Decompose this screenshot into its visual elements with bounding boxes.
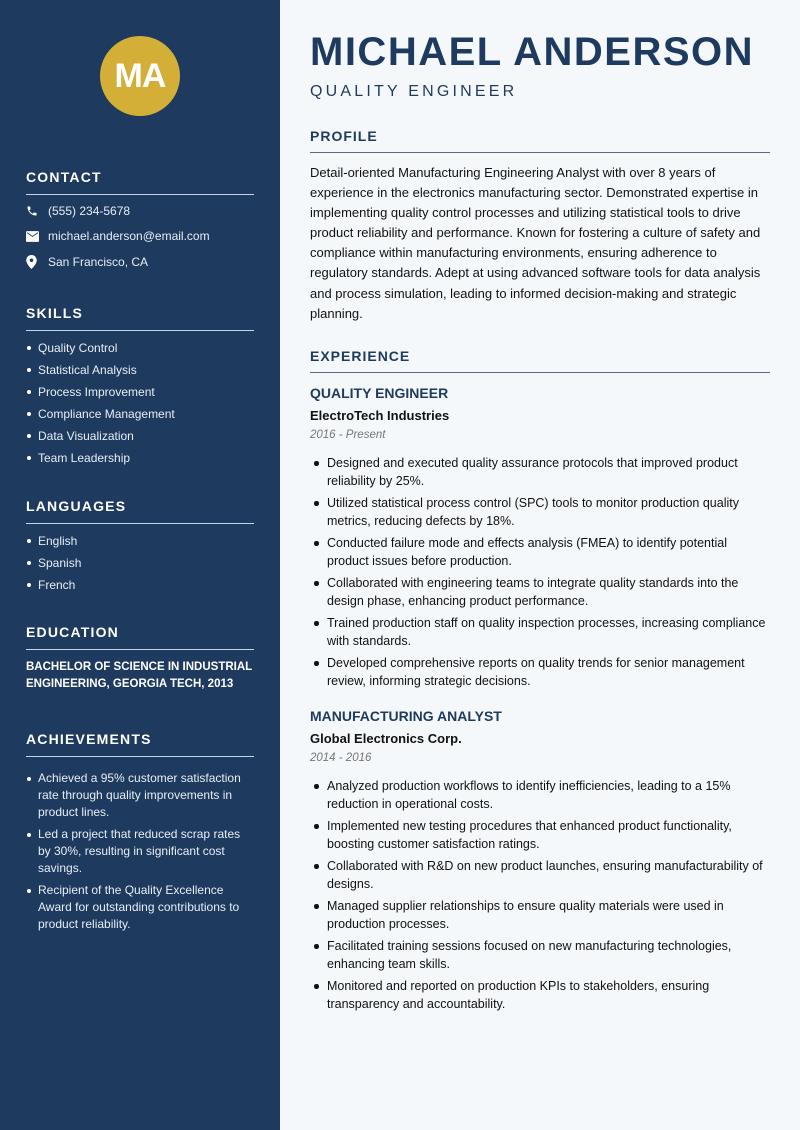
skills-heading: SKILLS: [26, 305, 254, 331]
skill-item: Compliance Management: [26, 403, 254, 425]
achievements-heading: ACHIEVEMENTS: [26, 731, 254, 757]
languages-list: [26, 530, 254, 596]
job-bullet: Designed and executed quality assurance protocols that improved product reliability by 25%.: [310, 454, 770, 490]
email-icon: [26, 231, 48, 242]
achievement-item: Achieved a 95% customer satisfaction rate through quality improvements in product lines.: [26, 770, 254, 821]
skill-item: Team Leadership: [26, 447, 254, 469]
location-text: San Francisco, CA: [48, 255, 149, 269]
job-bullet: Analyzed production workflows to identify inefficiencies, leading to a 15% reduction in operational costs.: [310, 777, 770, 813]
job-bullet: Utilized statistical process control (SPC) tools to monitor production quality metrics, reducing defects by 18%.: [310, 494, 770, 530]
job-bullet: Trained production staff on quality inspection processes, increasing compliance with standards.: [310, 614, 770, 650]
experience-heading: EXPERIENCE: [310, 348, 770, 373]
skill-item: Quality Control: [26, 337, 254, 359]
education-text: BACHELOR OF SCIENCE IN INDUSTRIAL ENGINEERING, GEORGIA TECH, 2013: [26, 661, 252, 690]
achievement-item: Led a project that reduced scrap rates by 30%, resulting in significant cost savings.: [26, 826, 254, 877]
job-bullet: Monitored and reported on production KPIs to stakeholders, ensuring transparency and accountability.: [310, 977, 770, 1013]
job-bullets: [310, 454, 770, 690]
job-entry: [310, 708, 770, 1017]
achievements-list: [26, 770, 254, 938]
contact-heading: CONTACT: [26, 169, 254, 195]
job-bullet: Conducted failure mode and effects analysis (FMEA) to identify potential product issues before production.: [310, 534, 770, 570]
language-item: English: [26, 530, 254, 552]
candidate-title: QUALITY ENGINEER: [310, 83, 518, 100]
contact-phone: [26, 204, 130, 218]
skill-item: Statistical Analysis: [26, 359, 254, 381]
email-text[interactable]: michael.anderson@email.com: [48, 229, 210, 243]
phone-icon: [26, 205, 48, 217]
skills-list: [26, 337, 254, 469]
skill-item: Data Visualization: [26, 425, 254, 447]
profile-heading: PROFILE: [310, 128, 770, 153]
job-company: Global Electronics Corp.: [310, 731, 462, 746]
avatar: MA: [100, 36, 180, 116]
job-title: QUALITY ENGINEER: [310, 385, 449, 401]
profile-text: Detail-oriented Manufacturing Engineering Analyst with over 8 years of experience in the electronics manufacturing sector. Demonstrated expertise in implementing quality control processes and utilizing statistical tools to drive product reliability and performance. Known for fostering a culture of safety and compliance within manufacturing environments, ensuring adherence to regulatory standards. Adept at using advanced software tools for data analysis and process simulation, leading to informed decision-making and strategic planning.: [310, 165, 761, 321]
job-bullet: Collaborated with engineering teams to integrate quality standards into the design phase, enhancing product performance.: [310, 574, 770, 610]
location-pin-icon: [26, 255, 48, 269]
achievement-item: Recipient of the Quality Excellence Award for outstanding contributions to product reliability.: [26, 882, 254, 933]
language-item: French: [26, 574, 254, 596]
job-title: MANUFACTURING ANALYST: [310, 708, 502, 724]
job-entry: [310, 385, 770, 694]
language-item: Spanish: [26, 552, 254, 574]
phone-text: (555) 234-5678: [48, 204, 131, 218]
job-dates: 2016 - Present: [310, 429, 386, 441]
job-bullet: Collaborated with R&D on new product launches, ensuring manufacturability of designs.: [310, 857, 770, 893]
job-company: ElectroTech Industries: [310, 408, 450, 423]
sidebar: [0, 0, 280, 1130]
candidate-name: MICHAEL ANDERSON: [310, 30, 755, 74]
job-bullet: Implemented new testing procedures that enhanced product functionality, boosting customer satisfaction ratings.: [310, 817, 770, 853]
job-bullets: [310, 777, 770, 1013]
education-heading: EDUCATION: [26, 624, 254, 650]
skill-item: Process Improvement: [26, 381, 254, 403]
job-bullet: Facilitated training sessions focused on new manufacturing technologies, enhancing team skills.: [310, 937, 770, 973]
job-bullet: Managed supplier relationships to ensure quality materials were used in production processes.: [310, 897, 770, 933]
contact-location: [26, 255, 148, 269]
job-bullet: Developed comprehensive reports on quality trends for senior management review, informing strategic decisions.: [310, 654, 770, 690]
contact-email: [26, 229, 210, 243]
languages-heading: LANGUAGES: [26, 498, 254, 524]
job-dates: 2014 - 2016: [310, 752, 372, 764]
